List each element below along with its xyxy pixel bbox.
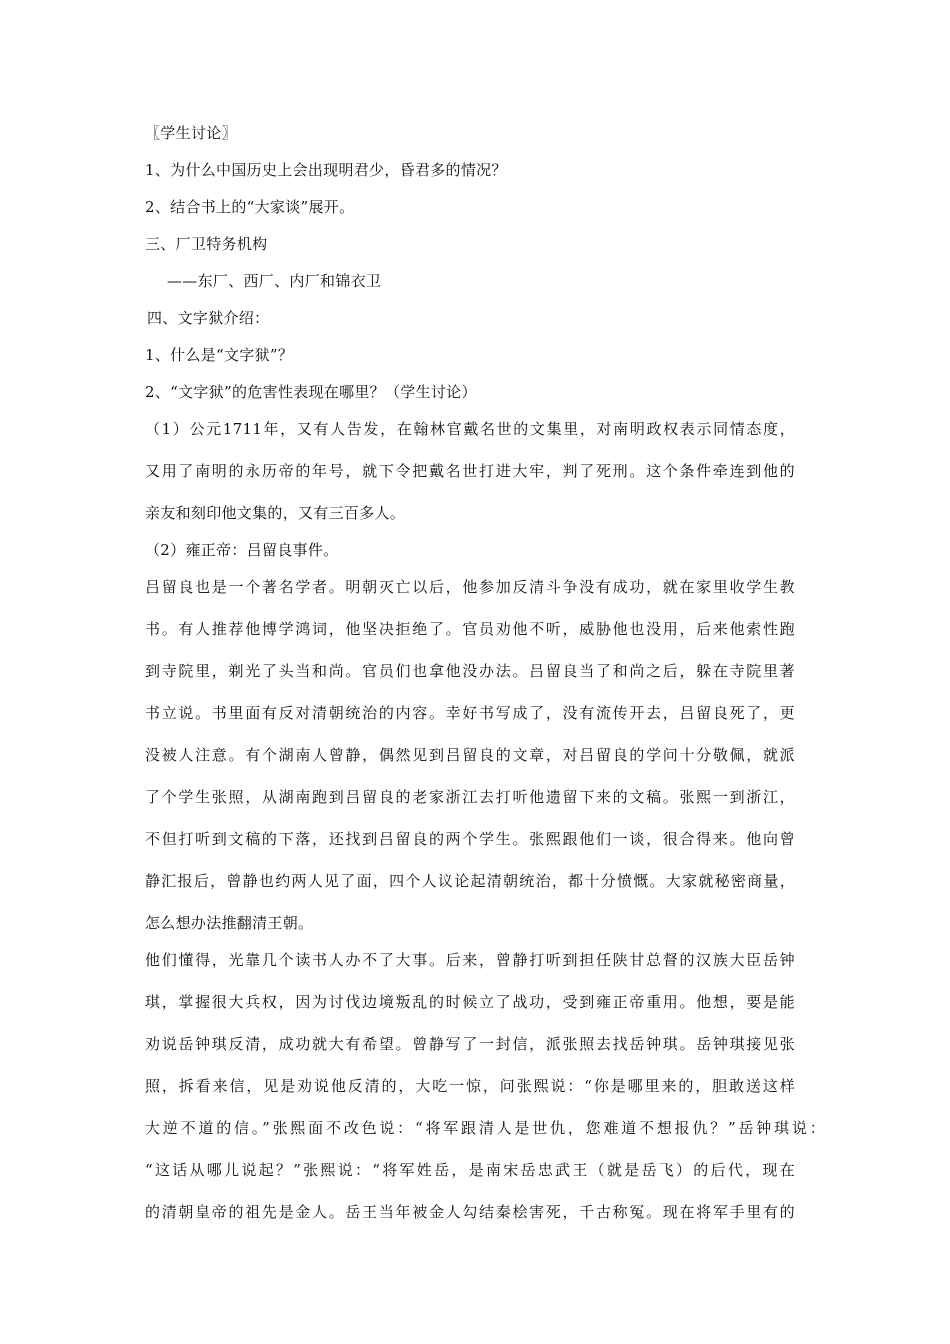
paragraph-line: 照，拆看来信，见是劝说他反清的，大吃一惊，问张熙说：“你是哪里来的，胆敢送这样 — [145, 1077, 795, 1095]
question-2: 2、“文字狱”的危害性表现在哪里？（学生讨论） — [145, 383, 477, 401]
section-subtitle-3: ——东厂、西厂、内厂和锦衣卫 — [167, 272, 382, 290]
paragraph-line: 劝说岳钟琪反清，成功就大有希望。曾静写了一封信，派张照去找岳钟琪。岳钟琪接见张 — [145, 1035, 795, 1053]
paragraph-line: 亲友和刻印他文集的，又有三百多人。 — [145, 504, 406, 522]
paragraph-line: 不但打听到文稿的下落，还找到吕留良的两个学生。张熙跟他们一谈，很合得来。他向曾 — [145, 830, 795, 848]
section-heading-3: 三、厂卫特务机构 — [145, 235, 268, 253]
case-heading-2: （2）雍正帝：吕留良事件。 — [145, 541, 339, 559]
paragraph-line: 没被人注意。有个湖南人曾静，偶然见到吕留良的文章，对吕留良的学问十分敬佩，就派 — [145, 746, 795, 764]
question-1: 1、什么是“文字狱”？ — [145, 346, 294, 364]
paragraph-line: 他们懂得，光靠几个读书人办不了大事。后来，曾静打听到担任陕甘总督的汉族大臣岳钟 — [145, 951, 795, 969]
discussion-question-1: 1、为什么中国历史上会出现明君少，昏君多的情况？ — [145, 161, 507, 179]
paragraph-line: （1）公元1711年，又有人告发，在翰林官戴名世的文集里，对南明政权表示同情态度， — [145, 420, 795, 438]
section-heading-student-discussion: 〖学生讨论〗 — [145, 124, 237, 142]
paragraph-line: 了个学生张照，从湖南跑到吕留良的老家浙江去打听他遗留下来的文稿。张熙一到浙江， — [145, 788, 795, 806]
paragraph-line: 到寺院里，剃光了头当和尚。官员们也拿他没办法。吕留良当了和尚之后，躲在寺院里著 — [145, 662, 795, 680]
paragraph-line: 书。有人推荐他博学鸿词，他坚决拒绝了。官员劝他不听，威胁他也没用，后来他索性跑 — [145, 620, 795, 638]
paragraph-line: 的清朝皇帝的祖先是金人。岳王当年被金人勾结秦桧害死，千古称冤。现在将军手里有的 — [145, 1203, 795, 1221]
paragraph-line: “这话从哪儿说起？”张熙说：“将军姓岳，是南宋岳忠武王（就是岳飞）的后代，现在 — [145, 1161, 795, 1179]
section-heading-4: 四、文字狱介绍： — [147, 309, 270, 327]
paragraph-line: 大逆不道的信。”张熙面不改色说：“将军跟清人是世仇，您难道不想报仇？”岳钟琪说： — [145, 1119, 825, 1137]
document-body — [145, 121, 835, 1242]
paragraph-line: 怎么想办法推翻清王朝。 — [145, 914, 314, 932]
paragraph-line: 书立说。书里面有反对清朝统治的内容。幸好书写成了，没有流传开去，吕留良死了，更 — [145, 704, 795, 722]
paragraph-line: 吕留良也是一个著名学者。明朝灭亡以后，他参加反清斗争没有成功，就在家里收学生教 — [145, 578, 795, 596]
paragraph-line: 静汇报后，曾静也约两人见了面，四个人议论起清朝统治，都十分愤慨。大家就秘密商量， — [145, 872, 795, 890]
discussion-question-2: 2、结合书上的“大家谈”展开。 — [145, 198, 355, 216]
paragraph-line: 又用了南明的永历帝的年号，就下令把戴名世打进大牢，判了死刑。这个条件牵连到他的 — [145, 462, 795, 480]
paragraph-line: 琪，掌握很大兵权，因为讨伐边境叛乱的时候立了战功，受到雍正帝重用。他想，要是能 — [145, 993, 795, 1011]
